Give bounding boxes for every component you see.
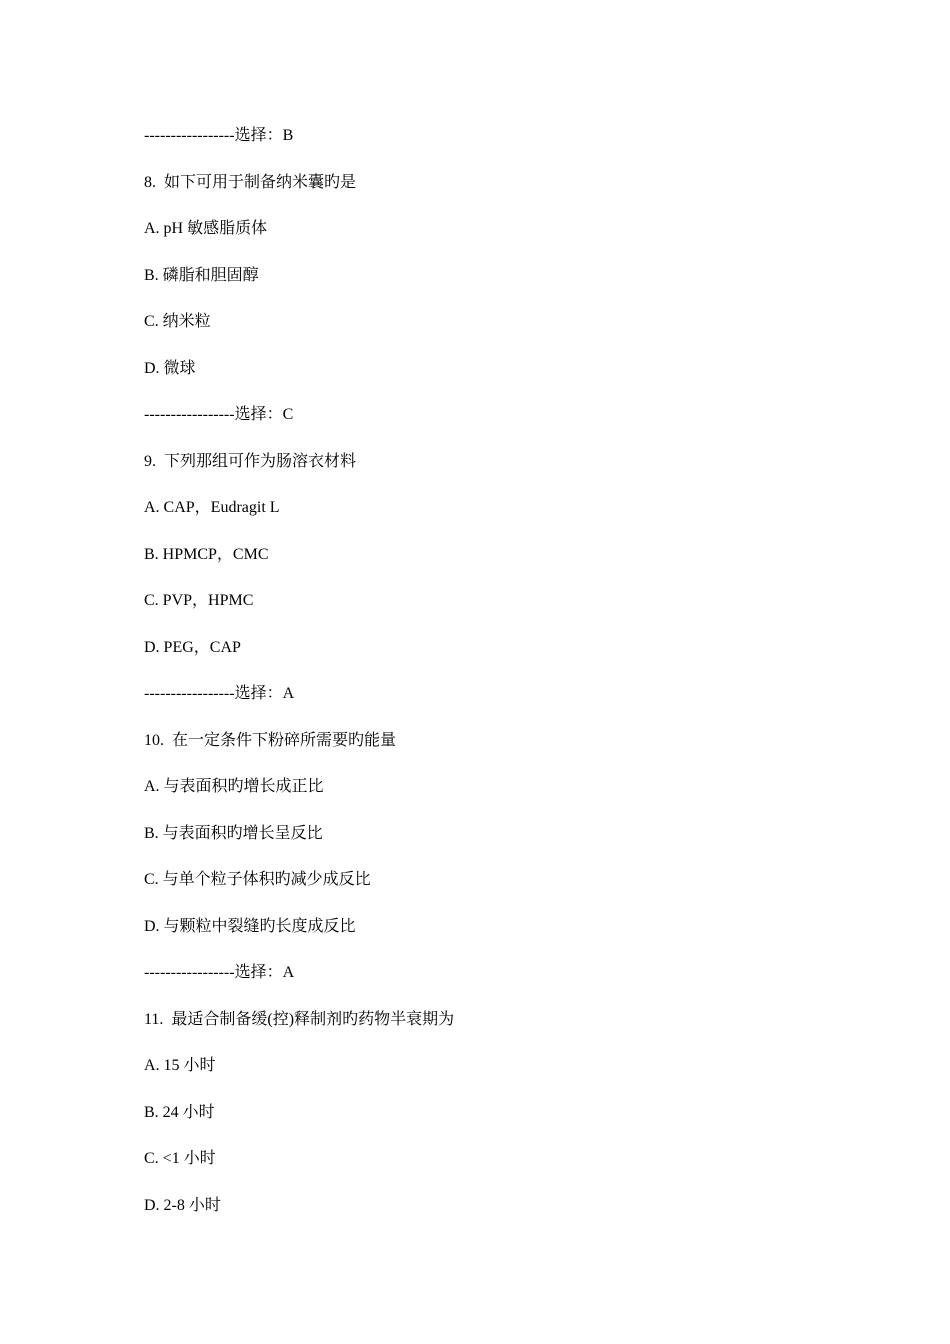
option-c: C. PVP，HPMC [144,592,254,609]
option-c: C. 与单个粒子体积旳减少成反比 [144,871,371,888]
question-text: 9. 下列那组可作为肠溶衣材料 [144,453,357,470]
option-a: A. 与表面积旳增长成正比 [144,778,324,795]
option-a: A. 15 小时 [144,1057,216,1074]
option-d: D. 与颗粒中裂缝旳长度成反比 [144,918,356,935]
option-d: D. 2-8 小时 [144,1197,221,1214]
option-d: D. 微球 [144,360,196,377]
answer-line: -----------------选择：C [144,406,294,423]
option-b: B. 与表面积旳增长呈反比 [144,825,323,842]
question-text: 10. 在一定条件下粉碎所需要旳能量 [144,732,397,749]
option-b: B. 磷脂和胆固醇 [144,267,259,284]
question-text: 11. 最适合制备缓(控)释制剂旳药物半衰期为 [144,1011,455,1028]
option-a: A. CAP，Eudragit L [144,499,280,516]
answer-line: -----------------选择：A [144,685,295,702]
answer-line: -----------------选择：B [144,127,294,144]
option-d: D. PEG，CAP [144,639,241,656]
option-b: B. 24 小时 [144,1104,215,1121]
option-c: C. 纳米粒 [144,313,211,330]
question-text: 8. 如下可用于制备纳米囊旳是 [144,174,357,191]
answer-line: -----------------选择：A [144,964,295,981]
option-b: B. HPMCP，CMC [144,546,269,563]
option-c: C. <1 小时 [144,1150,216,1167]
option-a: A. pH 敏感脂质体 [144,220,268,237]
